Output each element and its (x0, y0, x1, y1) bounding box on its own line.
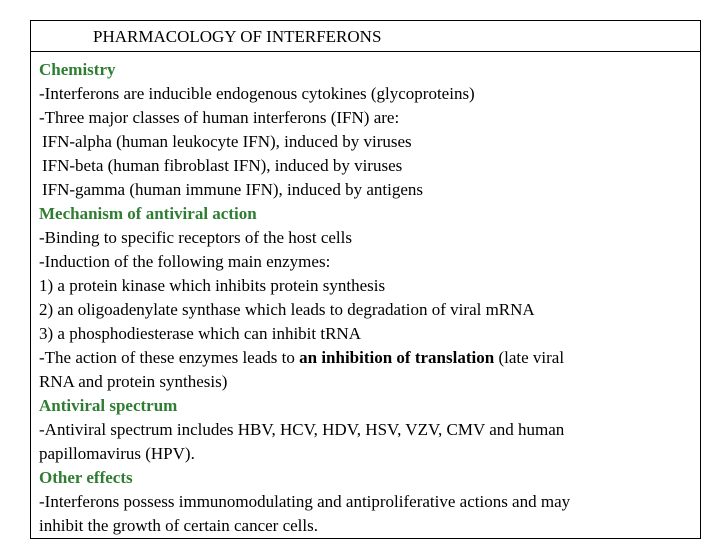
mechanism-line-4: 2) an oligoadenylate synthase which leads to degradation of viral mRNA (39, 300, 535, 319)
other-line-2: inhibit the growth of certain cancer cells. (39, 516, 318, 535)
mechanism-line-3: 1) a protein kinase which inhibits protein synthesis (39, 276, 386, 295)
chemistry-line-5: IFN-gamma (human immune IFN), induced by antigens (42, 180, 424, 199)
content-box (30, 50, 701, 539)
chemistry-line-1: -Interferons are inducible endogenous cytokines (glycoproteins) (39, 84, 475, 103)
spectrum-line-2: papillomavirus (HPV). (39, 444, 195, 463)
mechanism-line-6-pre: -The action of these enzymes leads to (39, 348, 300, 367)
other-line-1: -Interferons possess immunomodulating and antiproliferative actions and may (39, 492, 571, 511)
mechanism-line-6-post: (late viral (494, 348, 565, 367)
section-heading-chemistry: Chemistry (39, 60, 116, 79)
page-title: PHARMACOLOGY OF INTERFERONS (93, 27, 382, 46)
chemistry-line-4: IFN-beta (human fibroblast IFN), induced by viruses (42, 156, 403, 175)
section-heading-other: Other effects (39, 468, 133, 487)
mechanism-line-6-emphasis: an inhibition of translation (299, 348, 495, 367)
mechanism-line-5: 3) a phosphodiesterase which can inhibit tRNA (39, 324, 361, 343)
spectrum-line-1: -Antiviral spectrum includes HBV, HCV, HDV, HSV, VZV, CMV and human (39, 420, 565, 439)
chemistry-line-3: IFN-alpha (human leukocyte IFN), induced by viruses (42, 132, 412, 151)
title-box (30, 20, 701, 52)
mechanism-line-2: -Induction of the following main enzymes: (39, 252, 331, 271)
content-text (39, 58, 689, 538)
section-heading-spectrum: Antiviral spectrum (39, 396, 178, 415)
mechanism-line-6 (39, 346, 689, 370)
mechanism-line-1: -Binding to specific receptors of the host cells (39, 228, 352, 247)
chemistry-line-2: -Three major classes of human interferons (IFN) are: (39, 108, 400, 127)
section-heading-mechanism: Mechanism of antiviral action (39, 204, 257, 223)
mechanism-line-7: RNA and protein synthesis) (39, 372, 228, 391)
